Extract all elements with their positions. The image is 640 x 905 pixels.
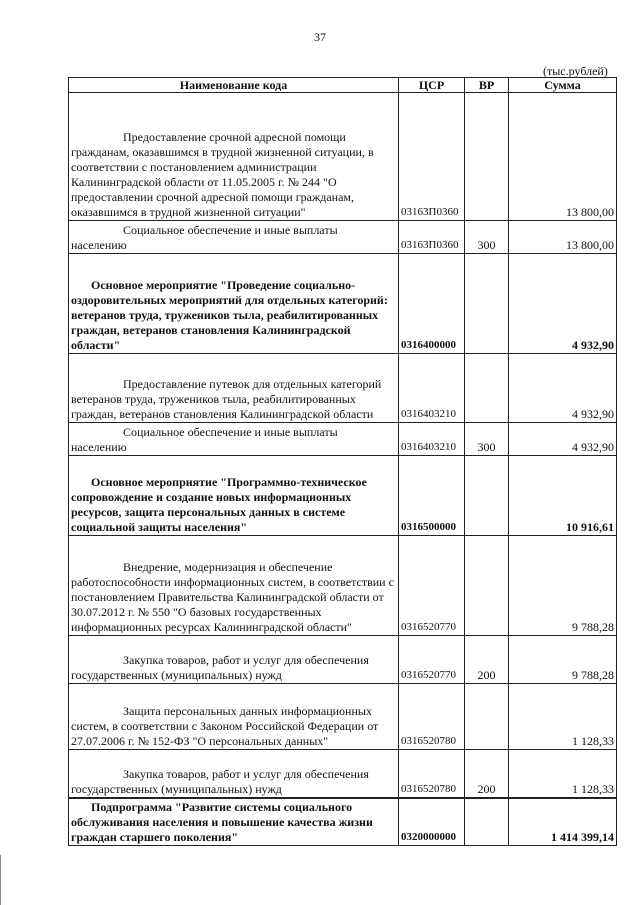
budget-table <box>68 77 617 846</box>
row-name: Закупка товаров, работ и услуг для обеспечения государственных (муниципальных) нужд <box>69 750 399 798</box>
table-row <box>69 221 617 254</box>
header-vr: ВР <box>465 78 509 93</box>
header-csr: ЦСР <box>399 78 465 93</box>
row-vr: 300 <box>465 221 509 254</box>
row-sum: 1 414 399,14 <box>509 798 617 846</box>
header-name: Наименование кода <box>69 78 399 93</box>
row-csr: 0316403210 <box>399 423 465 456</box>
row-sum: 9 788,28 <box>509 536 617 636</box>
row-name: Социальное обеспечение и иные выплаты населению <box>69 423 399 456</box>
table-row <box>69 798 617 846</box>
row-vr <box>465 536 509 636</box>
row-name: Защита персональных данных информационных систем, в соответствии с Законом Российской Федерации от 27.07.2006 г. № 152-ФЗ "О персональных данных" <box>69 684 399 750</box>
header-sum: Сумма <box>509 78 617 93</box>
table-row <box>69 93 617 221</box>
row-csr: 0316520770 <box>399 536 465 636</box>
row-sum: 4 932,90 <box>509 423 617 456</box>
row-sum: 9 788,28 <box>509 636 617 684</box>
row-csr: 03163П0360 <box>399 93 465 221</box>
table-header-row <box>69 78 617 93</box>
row-name: Внедрение, модернизация и обеспечение работоспособности информационных систем, в соответствии с постановлением Правительства Калининградской области от 30.07.2012 г. № 550 "О базовых государственных информационных ресурсах Калининградской области" <box>69 536 399 636</box>
row-vr <box>465 354 509 423</box>
row-sum: 13 800,00 <box>509 221 617 254</box>
table-row <box>69 536 617 636</box>
row-name: Основное мероприятие "Программно-техническое сопровождение и создание новых информационных ресурсов, защита персональных данных в системе социальной защиты населения" <box>69 456 399 536</box>
row-vr <box>465 254 509 354</box>
table-row <box>69 354 617 423</box>
row-vr: 300 <box>465 423 509 456</box>
row-vr <box>465 93 509 221</box>
row-sum: 1 128,33 <box>509 684 617 750</box>
row-vr <box>465 798 509 846</box>
row-name: Закупка товаров, работ и услуг для обеспечения государственных (муниципальных) нужд <box>69 636 399 684</box>
row-name: Социальное обеспечение и иные выплаты населению <box>69 221 399 254</box>
row-name: Основное мероприятие "Проведение социально-оздоровительных мероприятий для отдельных категорий: ветеранов труда, тружеников тыла, реабилитированных граждан, ветеранов становления Калининградской области" <box>69 254 399 354</box>
row-sum: 13 800,00 <box>509 93 617 221</box>
row-sum: 4 932,90 <box>509 254 617 354</box>
row-csr: 0316400000 <box>399 254 465 354</box>
table-row <box>69 684 617 750</box>
row-name: Подпрограмма "Развитие системы социального обслуживания населения и повышение качества жизни граждан старшего поколения" <box>69 798 399 846</box>
table-row <box>69 254 617 354</box>
row-csr: 0316520770 <box>399 636 465 684</box>
row-name: Предоставление срочной адресной помощи гражданам, оказавшимся в трудной жизненной ситуации, в соответствии с постановлением администрации Калининградской области от 11.05.2005 г. № 244 "О предоставлении срочной адресной помощи гражданам, оказавшимся в трудной жизненной ситуации" <box>69 93 399 221</box>
scan-edge-mark <box>0 855 1 905</box>
page-number: 37 <box>314 30 326 44</box>
row-csr: 03163П0360 <box>399 221 465 254</box>
table-row <box>69 750 617 798</box>
row-vr <box>465 684 509 750</box>
units-label: (тыс.рублей) <box>543 64 608 78</box>
row-csr: 0320000000 <box>399 798 465 846</box>
row-vr: 200 <box>465 636 509 684</box>
row-vr <box>465 456 509 536</box>
row-csr: 0316500000 <box>399 456 465 536</box>
table-row <box>69 456 617 536</box>
row-sum: 4 932,90 <box>509 354 617 423</box>
row-csr: 0316403210 <box>399 354 465 423</box>
row-sum: 10 916,61 <box>509 456 617 536</box>
row-vr: 200 <box>465 750 509 798</box>
row-name: Предоставление путевок для отдельных категорий ветеранов труда, тружеников тыла, реабилитированных граждан, ветеранов становления Калининградской области <box>69 354 399 423</box>
row-csr: 0316520780 <box>399 684 465 750</box>
row-csr: 0316520780 <box>399 750 465 798</box>
row-sum: 1 128,33 <box>509 750 617 798</box>
table-row <box>69 636 617 684</box>
table-row <box>69 423 617 456</box>
